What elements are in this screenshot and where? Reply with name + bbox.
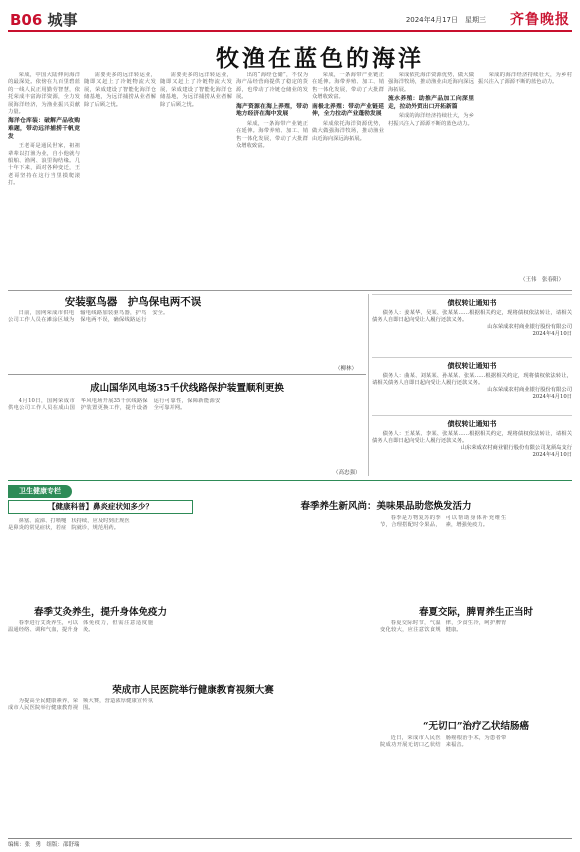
lead-column-4: 出的“海经仓储”，不仅为海产品经营商提供了稳定的货源，也带动了冷链仓储业的发展。 海产资源在海上养殖，带动地方经济在海中发展 荣成，一条海带产业链正在延伸。海带养殖、加工、销售一体化发展，带动了大批群众增收致富。 [236,72,308,150]
story2-headline: 成山国华风电场35千伏线路保护装置顺利更换 [90,383,284,394]
lead-column-5: 荣成，一条海带产业链正在延伸。海带养殖、加工、销售一体化发展，带动了大批群众增收致富。 南极北养殖：带动产业链延伸，全力拉动产业蓬勃发展 荣成依托海洋资源优势，做大做强海洋牧场，推动渔业由近海向深远海拓展。 [312,72,384,142]
debt-transfer-notice: 债权转让通知书 债务人：王某某、李某、张某某……根据相关约定，现将债权依法转让，请相关债务人自即日起向受让人履行还款义务。 山东荣成农村商业银行股份有限公司龙须岛支行 2024年4月10日 [372,415,572,459]
newspaper-logo: 齐鲁晚报 [510,12,570,28]
story1-author: （柳林） [335,366,358,372]
story2-author: （高忠强） [333,470,361,476]
spleen-article-headline: 春夏交际，脾胃养生正当时 [418,607,533,618]
divider [8,374,366,375]
lead-author: （王伟 张春阳） [520,277,565,283]
health-column-badge: 卫生健康专栏 [8,485,72,498]
spleen-article-body: 春夏交际时节，气温变化较大，应注意饮食规律，少食生冷，呵护脾胃健康。 [380,620,507,634]
story1-headline: 安装驱鸟器 护鸟保电两不误 [64,296,202,308]
column-divider [368,294,369,476]
moxibustion-headline: 春季艾灸养生，提升身体免疫力 [33,607,167,618]
page-header [8,6,572,32]
health-tip-body: 鼻塞、流涕、打喷嚏是鼻炎的常见症状，若症状持续，应及时到正规医院就诊，规范用药。 [8,518,130,532]
story2-body: 4月10日，国网荣成市供电公司工作人员在成山国华风电场开展35千伏线路保护装置更换工作，提升设备运行可靠性，保障新能源安全可靠并网。 [8,398,221,412]
debt-transfer-notice: 债权转让通知书 债务人：姜某华、吴某、张某某……根据相关约定，现将债权依法转让，请相关债务人自即日起向受让人履行还款义务。 山东荣成农村商业银行股份有限公司 2024年4月10日 [372,294,572,338]
health-tip-title: 【健康科普】鼻炎症状知多少？ [8,500,193,514]
fruit-article-headline: 春季养生新风尚：美味果品助您焕发活力 [300,501,472,512]
lead-column-3: 需要更多的远洋转运业，随即又赶上了冷链物流大发展，荣成建设了智能化海洋仓储基地，为远洋捕捞从业者解除了后顾之忧。 [160,72,232,108]
lead-column-7: 荣成的海洋经济持续壮大，为乡村振兴注入了源源不断的蓝色动力。 [478,72,572,86]
lead-column-1: 荣成，中国大陆伸向海洋的最深处。依傍在九百里碧蓝的一线人民正用勤劳智慧，依托荣成丰富海洋资源，全力发展海洋经济，为渔业振兴贡献力量。 海洋仓库装：破解产品收购难题，带动远洋捕捞千帆竞发 王老哥是通民世家，祖祖辈辈以打渔为业，自小他就与船舶、渔网、浪里淘结缘。几十年下来，面对各种变迁，王老哥坚持在这行当里摸爬滚打。 [8,72,80,187]
debt-transfer-notice: 债权转让通知书 债务人：曲某、刘某某、孙某某、张某……根据相关约定，现将债权依法转让，请相关债务人自即日起向受让人履行还款义务。 山东荣成农村商业银行股份有限公司 2024年4月10日 [372,357,572,401]
video-contest-headline: 荣成市人民医院举行健康教育视频大赛 [112,685,274,696]
health-section-banner [8,480,572,500]
section-label: B06 城事 [10,11,78,29]
surgery-article-headline: “无切口”治疗乙状结肠癌 [423,721,529,732]
lead-headline: 牧渔在蓝色的海洋 [216,45,424,72]
moxibustion-body: 春季进行艾灸养生，可以温通经络、调和气血，提升身体免疫力，但需注意适度施灸。 [8,620,153,634]
story1-body: 日前，国网荣成市供电公司工作人员在滩涂区域为输电线路加装驱鸟器，护鸟保电两不误，确保线路运行安全。 [8,310,169,324]
issue-date: 2024年4月17日 星期三 [405,16,486,24]
surgery-article-body: 近日，荣成市人民医院成功开展无切口乙状结肠癌根治手术，为患者带来福音。 [380,735,507,749]
video-contest-body: 为提高全民健康素养，荣成市人民医院举行健康教育视频大赛，营造浓厚健康宣传氛围。 [8,698,153,712]
lead-column-6: 荣成依托海洋资源优势，做大做强海洋牧场，推动渔业由近海向深远海拓展。 流水养殖：助推产品加工向深里走，拉动外贸出口开拓新篇 荣成的海洋经济持续壮大，为乡村振兴注入了源源不断的蓝色动力。 [388,72,474,127]
editor-credits: 编辑：张 勇 组版：邵舒瑞 [8,838,572,848]
fruit-article-body: 春季是万物复苏的季节，合理搭配时令果品，可以帮助身体补充维生素，增强免疫力。 [380,515,507,529]
divider [8,290,572,291]
lead-column-2: 需要更多的远洋转运业，随即又赶上了冷链物流大发展，荣成建设了智能化海洋仓储基地，为远洋捕捞从业者解除了后顾之忧。 [84,72,156,108]
